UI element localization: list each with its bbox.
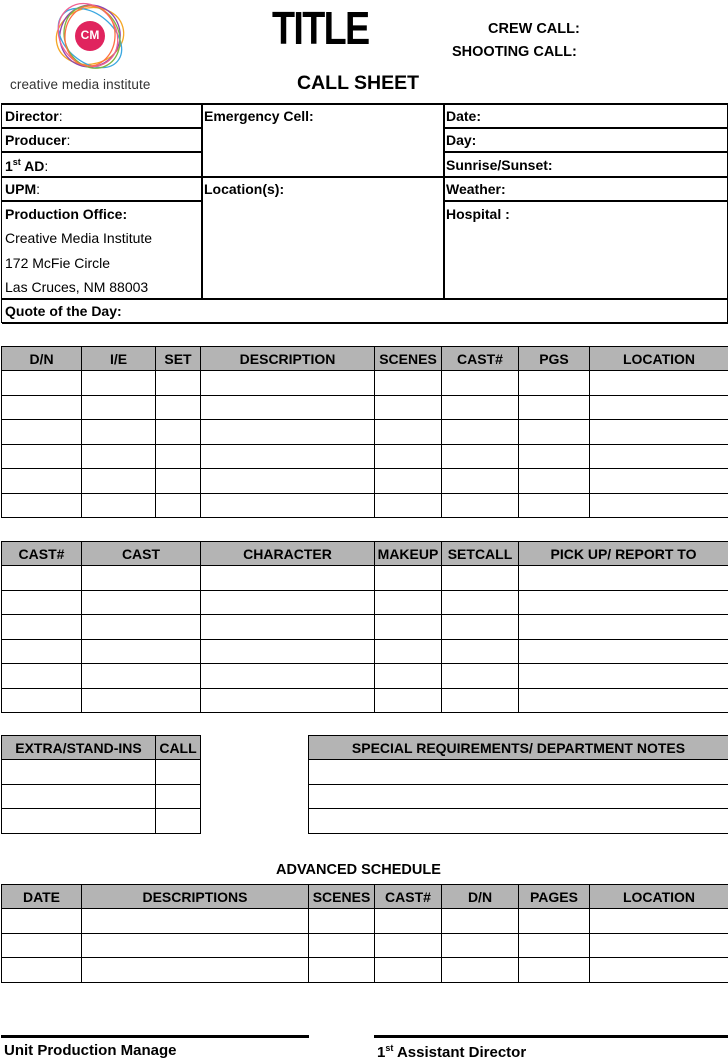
blank-cell[interactable] [519, 590, 728, 615]
blank-cell[interactable] [442, 615, 519, 640]
blank-cell[interactable] [201, 469, 375, 494]
blank-cell[interactable] [82, 371, 156, 396]
table-row [2, 469, 728, 494]
blank-cell[interactable] [442, 420, 519, 445]
cmi-logo [6, 2, 176, 94]
call-sheet-heading: CALL SHEET [297, 72, 420, 94]
crew-call-label: CREW CALL: [488, 21, 580, 37]
blank-cell[interactable] [442, 493, 519, 518]
blank-cell[interactable] [519, 566, 728, 591]
production-info-grid [1, 103, 728, 323]
blank-cell[interactable] [82, 664, 201, 689]
table-row [2, 664, 728, 689]
table-row [2, 493, 728, 518]
header-setcall: SETCALL [442, 542, 519, 566]
header-ie: I/E [82, 347, 156, 371]
blank-cell[interactable] [309, 784, 728, 809]
office-address-line2: 172 McFie Circle [5, 255, 111, 271]
blank-cell[interactable] [375, 395, 442, 420]
blank-cell[interactable] [82, 420, 156, 445]
header-descriptions: DESCRIPTIONS [82, 885, 309, 909]
table-row [2, 909, 728, 934]
blank-cell[interactable] [201, 395, 375, 420]
blank-cell[interactable] [156, 493, 201, 518]
blank-cell[interactable] [590, 444, 728, 469]
blank-cell[interactable] [2, 371, 82, 396]
blank-cell[interactable] [375, 933, 442, 958]
blank-cell[interactable] [519, 444, 590, 469]
header-cast-num: CAST# [2, 542, 82, 566]
producer-label: Producer: [5, 132, 71, 148]
blank-cell[interactable] [519, 933, 590, 958]
blank-cell[interactable] [82, 933, 309, 958]
blank-cell[interactable] [442, 395, 519, 420]
header-makeup: MAKEUP [375, 542, 442, 566]
blank-cell[interactable] [519, 615, 728, 640]
quote-of-the-day-label: Quote of the Day: [5, 303, 122, 319]
logo-mark: CM [80, 28, 100, 42]
header-cast-num: CAST# [442, 347, 519, 371]
header-pgs: PGS [519, 347, 590, 371]
blank-cell[interactable] [156, 760, 201, 785]
header-character: CHARACTER [201, 542, 375, 566]
blank-cell[interactable] [201, 371, 375, 396]
table-row [2, 688, 728, 713]
table-row [309, 809, 728, 834]
blank-cell[interactable] [82, 639, 201, 664]
table-row [2, 784, 201, 809]
header-scenes: SCENES [309, 885, 375, 909]
sunrise-sunset-label: Sunrise/Sunset: [446, 157, 553, 173]
blank-cell[interactable] [519, 420, 590, 445]
blank-cell[interactable] [2, 639, 82, 664]
blank-cell[interactable] [519, 469, 590, 494]
blank-cell[interactable] [442, 664, 519, 689]
blank-cell[interactable] [156, 395, 201, 420]
blank-cell[interactable] [82, 590, 201, 615]
blank-cell[interactable] [519, 395, 590, 420]
blank-cell[interactable] [375, 371, 442, 396]
table-row [2, 615, 728, 640]
upm-label: UPM: [5, 181, 41, 197]
advanced-schedule-title: ADVANCED SCHEDULE [276, 862, 441, 878]
blank-cell[interactable] [201, 639, 375, 664]
blank-cell[interactable] [201, 688, 375, 713]
blank-cell[interactable] [519, 639, 728, 664]
page-title: TITLE [272, 2, 369, 54]
header-dn: D/N [2, 347, 82, 371]
blank-cell[interactable] [375, 566, 442, 591]
blank-cell[interactable] [201, 566, 375, 591]
blank-cell[interactable] [442, 566, 519, 591]
blank-cell[interactable] [309, 958, 375, 983]
blank-cell[interactable] [201, 444, 375, 469]
blank-cell[interactable] [82, 395, 156, 420]
blank-cell[interactable] [2, 664, 82, 689]
extras-table [1, 735, 201, 834]
blank-cell[interactable] [201, 493, 375, 518]
office-address-line1: Creative Media Institute [5, 230, 153, 246]
blank-cell[interactable] [375, 688, 442, 713]
ad-signature-line [374, 1035, 728, 1038]
blank-cell[interactable] [442, 958, 519, 983]
header-location: LOCATION [590, 885, 728, 909]
blank-cell[interactable] [2, 469, 82, 494]
blank-cell[interactable] [156, 784, 201, 809]
blank-cell[interactable] [82, 688, 201, 713]
blank-cell[interactable] [2, 420, 82, 445]
date-label: Date: [446, 108, 482, 124]
blank-cell[interactable] [375, 590, 442, 615]
blank-cell[interactable] [590, 909, 728, 934]
table-row [2, 590, 728, 615]
office-address-line3: Las Cruces, NM 88003 [5, 279, 149, 295]
blank-cell[interactable] [590, 933, 728, 958]
logo-text: creative media institute [10, 77, 151, 92]
blank-cell[interactable] [375, 639, 442, 664]
header-cast: CAST [82, 542, 201, 566]
blank-cell[interactable] [2, 760, 156, 785]
blank-cell[interactable] [442, 371, 519, 396]
blank-cell[interactable] [156, 371, 201, 396]
blank-cell[interactable] [442, 639, 519, 664]
blank-cell[interactable] [442, 444, 519, 469]
header-special-requirements: SPECIAL REQUIREMENTS/ DEPARTMENT NOTES [309, 736, 728, 760]
blank-cell[interactable] [442, 933, 519, 958]
blank-cell[interactable] [201, 590, 375, 615]
table-row [309, 784, 728, 809]
blank-cell[interactable] [82, 958, 309, 983]
blank-cell[interactable] [590, 420, 728, 445]
blank-cell[interactable] [590, 371, 728, 396]
blank-cell[interactable] [2, 590, 82, 615]
blank-cell[interactable] [590, 493, 728, 518]
blank-cell[interactable] [519, 493, 590, 518]
header-date: DATE [2, 885, 82, 909]
header-scenes: SCENES [375, 347, 442, 371]
blank-cell[interactable] [375, 615, 442, 640]
upm-signature-line [1, 1035, 309, 1038]
blank-cell[interactable] [519, 688, 728, 713]
first-ad-label: 1st AD: [5, 157, 49, 174]
blank-cell[interactable] [2, 784, 156, 809]
blank-cell[interactable] [519, 371, 590, 396]
blank-cell[interactable] [2, 444, 82, 469]
header-pages: PAGES [519, 885, 590, 909]
emergency-cell-label: Emergency Cell: [204, 108, 314, 124]
blank-cell[interactable] [82, 566, 201, 591]
table-row [2, 566, 728, 591]
hospital-label: Hospital : [446, 206, 510, 222]
table-row [2, 371, 728, 396]
blank-cell[interactable] [519, 664, 728, 689]
blank-cell[interactable] [375, 664, 442, 689]
blank-cell[interactable] [2, 933, 82, 958]
blank-cell[interactable] [442, 469, 519, 494]
blank-cell[interactable] [590, 395, 728, 420]
ad-signature-label: 1st Assistant Director [377, 1043, 527, 1061]
blank-cell[interactable] [590, 958, 728, 983]
blank-cell[interactable] [2, 566, 82, 591]
blank-cell[interactable] [156, 809, 201, 834]
blank-cell[interactable] [156, 444, 201, 469]
blank-cell[interactable] [2, 809, 156, 834]
locations-label: Location(s): [204, 181, 285, 197]
blank-cell[interactable] [201, 615, 375, 640]
blank-cell[interactable] [375, 444, 442, 469]
blank-cell[interactable] [590, 469, 728, 494]
table-row [2, 395, 728, 420]
table-row [2, 809, 201, 834]
blank-cell[interactable] [82, 444, 156, 469]
blank-cell[interactable] [201, 664, 375, 689]
blank-cell[interactable] [375, 493, 442, 518]
blank-cell[interactable] [309, 809, 728, 834]
blank-cell[interactable] [375, 958, 442, 983]
blank-cell[interactable] [2, 493, 82, 518]
blank-cell[interactable] [375, 469, 442, 494]
scenes-table [1, 346, 728, 518]
header-dn: D/N [442, 885, 519, 909]
header-location: LOCATION [590, 347, 728, 371]
blank-cell[interactable] [82, 615, 201, 640]
blank-cell[interactable] [442, 909, 519, 934]
header-set: SET [156, 347, 201, 371]
header-extra-stand-ins: EXTRA/STAND-INS [2, 736, 156, 760]
header-pickup-report-to: PICK UP/ REPORT TO [519, 542, 728, 566]
cast-table [1, 541, 728, 713]
blank-cell[interactable] [442, 590, 519, 615]
blank-cell[interactable] [2, 958, 82, 983]
blank-cell[interactable] [375, 909, 442, 934]
blank-cell[interactable] [375, 420, 442, 445]
table-row [2, 760, 201, 785]
advanced-schedule-table [1, 884, 728, 983]
blank-cell[interactable] [2, 395, 82, 420]
blank-cell[interactable] [156, 469, 201, 494]
production-office-label: Production Office: [5, 206, 128, 222]
day-label: Day: [446, 132, 477, 148]
blank-cell[interactable] [82, 469, 156, 494]
blank-cell[interactable] [519, 958, 590, 983]
upm-signature-label: Unit Production Manage [4, 1042, 177, 1059]
table-row [2, 639, 728, 664]
shooting-call-label: SHOOTING CALL: [452, 44, 577, 60]
blank-cell[interactable] [201, 420, 375, 445]
header-cast-num: CAST# [375, 885, 442, 909]
header-call: CALL [156, 736, 201, 760]
blank-cell[interactable] [309, 909, 375, 934]
blank-cell[interactable] [309, 933, 375, 958]
director-label: Director: [5, 108, 63, 124]
department-notes-table [308, 735, 728, 834]
table-row [2, 420, 728, 445]
blank-cell[interactable] [442, 688, 519, 713]
blank-cell[interactable] [309, 760, 728, 785]
table-row [2, 933, 728, 958]
blank-cell[interactable] [82, 493, 156, 518]
table-row [2, 444, 728, 469]
header-description: DESCRIPTION [201, 347, 375, 371]
blank-cell[interactable] [2, 615, 82, 640]
blank-cell[interactable] [156, 420, 201, 445]
table-row [309, 760, 728, 785]
blank-cell[interactable] [2, 688, 82, 713]
blank-cell[interactable] [2, 909, 82, 934]
blank-cell[interactable] [82, 909, 309, 934]
blank-cell[interactable] [519, 909, 590, 934]
weather-label: Weather: [446, 181, 506, 197]
table-row [2, 958, 728, 983]
